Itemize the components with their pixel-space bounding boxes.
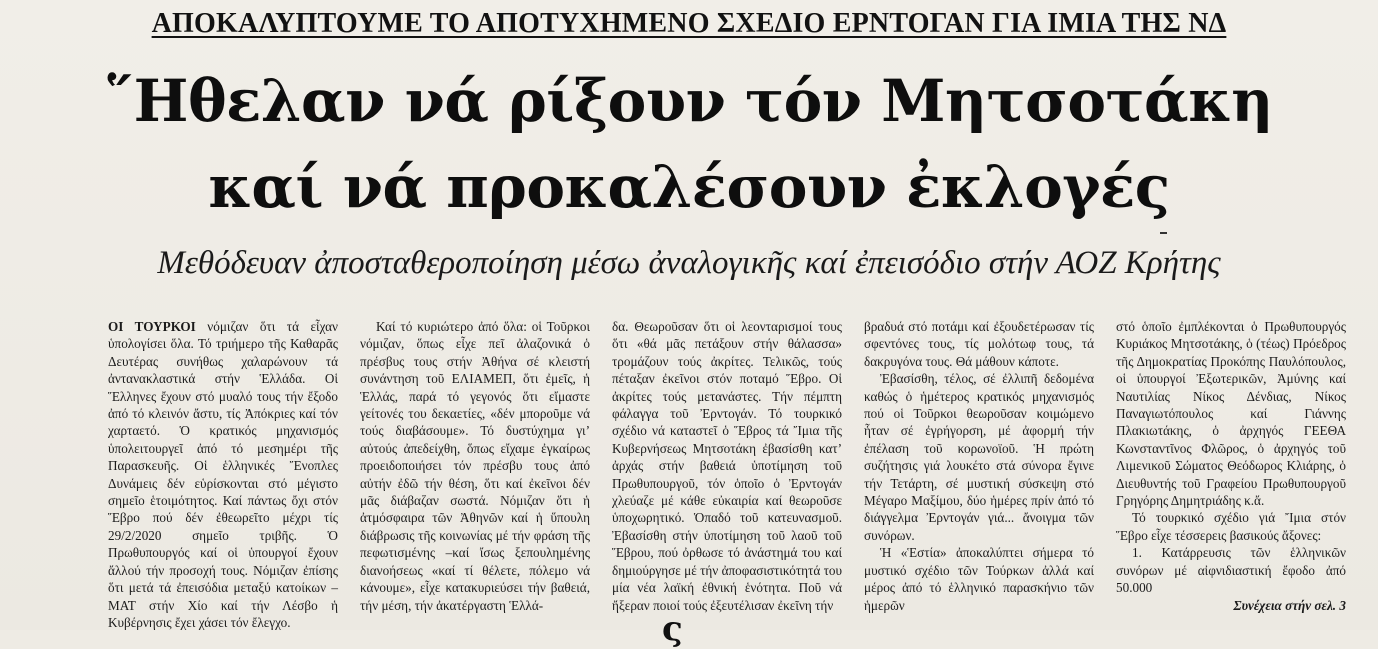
decorative-dash: [1160, 232, 1167, 234]
article-body: [108, 318, 1346, 630]
paragraph: στό ὁποῖο ἐμπλέκονται ὁ Πρωθυπουργός Κυριάκος Μητσοτάκης, ὁ (τέως) Πρόεδρος τῆς Δημοκρατίας Προκόπης Παυλόπουλος, οἱ ὑπουργοί Ἐξωτερικῶν, Ἀμύνης καί Ναυτιλίας Νίκος Δένδιας, Νίκος Παναγιωτόπουλος καί Γιάννης Πλακιωτάκης, ὁ ἀρχηγός ΓΕΕΘΑ Κωνσταντῖνος Φλῶρος, ὁ ἀρχηγός τοῦ Λιμενικοῦ Σώματος Θεόδωρος Κλιάρης, ὁ Διευθυντής τοῦ Γραφείου Πρωθυπουργοῦ Γρηγόρης Δημητριάδης κ.ἄ.: [1116, 319, 1346, 509]
article-column-4: [864, 318, 1094, 618]
lead-in: ΟΙ ΤΟΥΡΚΟΙ: [108, 319, 196, 334]
kicker-headline: [0, 8, 1378, 40]
kicker-text: ΑΠΟΚΑΛΥΠΤΟΥΜΕ ΤΟ ΑΠΟΤΥΧΗΜΕΝΟ ΣΧΕΔΙΟ ΕΡΝΤΟΓΑΝ ΓΙΑ ΙΜΙΑ ΤΗΣ ΝΔ: [151, 8, 1227, 39]
article-column-3: [612, 318, 842, 618]
subheadline: Μεθόδευαν ἀποσταθεροποίηση μέσω ἀναλογικῆς καί ἐπεισόδιο στήν ΑΟΖ Κρήτης: [157, 245, 1221, 281]
next-article-fragment: ς: [662, 609, 683, 649]
paragraph: 1. Κατάρρευσις τῶν ἑλληνικῶν συνόρων μέ αἰφνιδιαστική ἔφοδο ἀπό 50.000: [1116, 545, 1346, 596]
paragraph: Τό τουρκικό σχέδιο γιά Ἴμια στόν Ἕβρο εἶχε τέσσερεις βασικούς ἄξονες:: [1116, 510, 1346, 543]
paragraph: Ἐβασίσθη, τέλος, σέ ἐλλιπῆ δεδομένα καθώς ὁ ἡμέτερος κρατικός μηχανισμός πού οἱ Τοῦρκοι θεωροῦσαν κοιμώμενο ἦταν σέ ἐγρήγορση, μέ ἀφορμή τήν ἐπέλαση τοῦ κορωνοϊοῦ. Ἡ πρώτη συζήτησις γιά λουκέτο στά σύνορα ἔγινε τήν Τετάρτη, σέ μυστική σύσκεψη στό Μέγαρο Μαξίμου, δύο ἡμέρες πρίν ἀπό τό διάγγελμα Ἐρντογάν γιά... ἄνοιγμα τῶν συνόρων.: [864, 371, 1094, 543]
headline-line-2: καί νά προκαλέσουν ἐκλογές: [208, 153, 1170, 221]
article-column-2: [360, 318, 590, 618]
article-column-5: [1116, 318, 1346, 618]
paragraph: Ἡ «Ἑστία» ἀποκαλύπτει σήμερα τό μυστικό σχέδιο τῶν Τούρκων ἀλλά καί μέρος ἀπό τό ἑλληνικό παρασκήνιο τῶν ἡμερῶν: [864, 545, 1094, 613]
paragraph-text: νόμιζαν ὅτι τά εἶχαν ὑπολογίσει ὅλα. Τό τριήμερο τῆς Καθαρᾶς Δευτέρας συνήθως χαλαρώνουν τά ἀντανακλαστικά στήν Ἑλλάδα. Οἱ Ἕλληνες ἔχουν στό μυαλό τους τήν ἔξοδο ἀπό τό κλεινόν ἄστυ, τίς Ἀπόκριες καί τόν χαρταετό. Ὁ κρατικός μηχανισμός ὑπολειτουργεῖ ἀπό τό μεσημέρι τῆς Παρασκευῆς. Οἱ ἑλληνικές Ἔνοπλες Δυνάμεις δέν εὑρίσκονται στό μέγιστο σημεῖο ἑτοιμότητος. Καί πάντως ὄχι στόν Ἕβρο πού δέν ἐθεωρεῖτο μέχρι τίς 29/2/2020 σημεῖο τριβῆς. Ὁ Πρωθυπουργός καί οἱ ὑπουργοί ἔχουν ἄλλού τήν προσοχή τους. Νόμιζαν ἐπίσης ὅτι μετά τά ἐπεισόδια μεταξύ κατοίκων – ΜΑΤ στήν Χίο καί τήν Λέσβο ἡ Κυβέρνησις ἔχει χάσει τόν ἔλεγχο.: [108, 319, 338, 630]
main-headline: [0, 58, 1378, 230]
headline-line-1: ῞Ηθελαν νά ρίξουν τόν Μητσοτάκη: [105, 67, 1273, 135]
continued-on-page-3: Συνέχεια στήν σελ. 3: [1233, 597, 1346, 613]
paragraph: Καί τό κυριώτερο ἀπό ὅλα: οἱ Τοῦρκοι νόμιζαν, ὅπως εἶχε πεῖ ἀλαζονικά ὁ πρέσβυς τους στήν Ἀθήνα σέ κλειστή συνάντηση τοῦ ΕΛΙΑΜΕΠ, ὅτι ἐμεῖς, ἡ Ἑλλάς, παρά τό γεγονός ὅτι εἴμαστε γείτονές του δεκαετίες, «δέν μποροῦμε νά τούς διαβάσουμε». Τό δυστύχημα γι’ αὐτούς ἀπεδείχθη, ὅπως εἴχαμε ἐγκαίρως προειδοποιήσει τόν πρέσβυ τους ἀπό αὐτήν ἐδῶ τήν θέση, ὅτι καί ἐκεῖνοι δέν μᾶς διάβαζαν σωστά. Νόμιζαν ὅτι ἡ ἀτμόσφαιρα τῶν Ἀθηνῶν καί ἡ ὕπουλη διάβρωσις τῆς κοινωνίας μέ τήν φράση τῆς πεφωτισμένης –καί ἴσως ξεπουλημένης διανοήσεως «καί τί θέλετε, πόλεμο νά κάνουμε», εἶχε κατακυριεύσει τήν βαθειά, τήν μέση, τήν ἀκατέργαστη Ἑλλά-: [360, 319, 590, 613]
article-column-1: [108, 318, 338, 630]
paragraph: [108, 318, 338, 631]
paragraph: βραδυά στό ποτάμι καί ἐξουδετέρωσαν τίς σφεντόνες τους, τίς μολότωφ τους, τά δακρυγόνα τους. Θά μάθουν κάποτε.: [864, 319, 1094, 369]
paragraph: δα. Θεωροῦσαν ὅτι οἱ λεονταρισμοί τους ὅτι «θά μᾶς πετάξουν στήν θάλασσα» τρομάζουν τούς ἀκρίτες. Τελικῶς, τούς πέταξαν ἐκεῖνοι στόν ποταμό Ἕβρο. Οἱ ἀκρίτες τούς μετανάστες. Τήν πέμπτη φάλαγγα τοῦ Ἐρντογάν. Τό τουρκικό σχέδιο νά καταστεῖ ὁ Ἕβρος τά Ἴμια τῆς Κυβερνήσεως Μητσοτάκη ἐβασίσθη κατ’ ἀρχάς στήν βαθειά ὑποτίμηση τοῦ Πρωθυπουργοῦ, τόν ὁποῖο ὁ Ἐρντογάν χλεύαζε μέ κάθε εὐκαιρία καί θεωροῦσε ὑποχωρητικό. Ὁπαδό τοῦ κατευνασμοῦ. Ἐβασίσθη στήν ὑποτίμηση τοῦ λαοῦ τοῦ Ἕβρου, πού ὀρθωσε τό ἀνάστημά του καί δημιούργησε μέ τήν ἀποφασιστικότητά του μία νέα λαϊκή ἐθνική ἑνότητα. Ποῦ νά ἤξεραν ποιοί τούς ἐξευτέλισαν ἐκεῖνη τήν: [612, 319, 842, 613]
